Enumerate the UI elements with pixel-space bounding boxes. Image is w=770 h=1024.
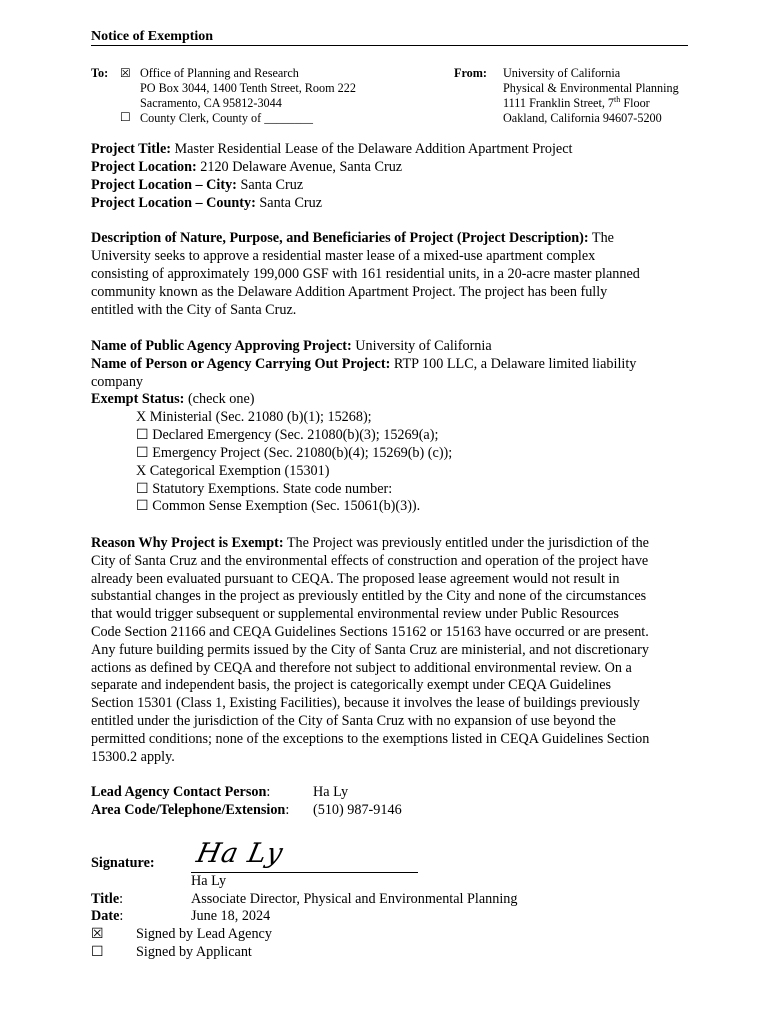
reason-line-12: permitted conditions; none of the exceptions to the exemptions listed in CEQA Guidelines Section bbox=[91, 731, 650, 747]
to-label: To: bbox=[91, 66, 109, 80]
description-line-2: University seeks to approve a residential master lease of a mixed-use apartment complex bbox=[91, 248, 596, 264]
reason-line-6: Code Section 21166 and CEQA Guidelines Sections 15162 or 15163 have occurred or are present. bbox=[91, 624, 649, 640]
signed-by-applicant-checkbox[interactable]: ☐ bbox=[91, 944, 104, 960]
reason-line-9: separate and independent basis, the project is categorically exempt under CEQA Guidelines bbox=[91, 677, 612, 693]
contact-person: Ha Ly bbox=[313, 784, 349, 800]
signature-label: Signature: bbox=[91, 855, 155, 871]
reason-line-10: Section 15301 (Class 1, Existing Facilities), because it involves the lease of buildings previously bbox=[91, 695, 640, 711]
reason-line-7: Any future building permits issued by the City of Santa Cruz are ministerial, and not discretionary bbox=[91, 642, 649, 658]
date-label: Date: bbox=[91, 908, 124, 924]
reason-line-3: already been evaluated pursuant to CEQA. The proposed lease agreement would not result in bbox=[91, 571, 620, 587]
handwritten-signature: Ha Ly bbox=[193, 838, 287, 869]
contact-person-label: Lead Agency Contact Person: bbox=[91, 784, 271, 800]
from-address-line-2: Physical & Environmental Planning bbox=[503, 81, 679, 95]
from-label: From: bbox=[454, 66, 487, 80]
signer-name: Ha Ly bbox=[191, 873, 227, 889]
exempt-option-statutory[interactable]: ☐ Statutory Exemptions. State code number: bbox=[136, 481, 393, 497]
from-address-line-1: University of California bbox=[503, 66, 621, 80]
exempt-option-common-sense[interactable]: ☐ Common Sense Exemption (Sec. 15061(b)(3)). bbox=[136, 498, 421, 514]
exempt-status-heading: Exempt Status: (check one) bbox=[91, 391, 255, 407]
county-clerk-checkbox[interactable]: ☐ bbox=[120, 110, 131, 124]
to-address-line-2: PO Box 3044, 1400 Tenth Street, Room 222 bbox=[140, 81, 356, 95]
county-clerk-line: County Clerk, County of ________ bbox=[140, 111, 313, 125]
reason-line-11: entitled under the jurisdiction of the City of Santa Cruz with no expansion of use beyond the bbox=[91, 713, 616, 729]
reason-line-8: actions as defined by CEQA and therefore not subject to additional environmental review. On a bbox=[91, 660, 632, 676]
signer-title: Associate Director, Physical and Environmental Planning bbox=[191, 891, 518, 907]
project-location-city: Project Location – City: Santa Cruz bbox=[91, 177, 304, 193]
description-line-5: entitled with the City of Santa Cruz. bbox=[91, 302, 297, 318]
carrying-out-agency: Name of Person or Agency Carrying Out Project: RTP 100 LLC, a Delaware limited liability bbox=[91, 356, 637, 372]
from-address-city: Oakland, California 94607-5200 bbox=[503, 111, 662, 125]
exempt-option-declared-emergency[interactable]: ☐ Declared Emergency (Sec. 21080(b)(3); 15269(a); bbox=[136, 427, 439, 443]
page-title: Notice of Exemption bbox=[91, 29, 214, 44]
carrying-out-agency-cont: company bbox=[91, 374, 144, 390]
reason-line-13: 15300.2 apply. bbox=[91, 749, 175, 765]
contact-phone: (510) 987-9146 bbox=[313, 802, 402, 818]
from-address-street: 1111 Franklin Street, 7th Floor bbox=[503, 94, 650, 110]
opr-checkbox[interactable]: ☒ bbox=[120, 66, 131, 80]
description-line-1: Description of Nature, Purpose, and Beneficiaries of Project (Project Description): The bbox=[91, 230, 614, 246]
to-address-line-1: Office of Planning and Research bbox=[140, 66, 299, 80]
project-location-county: Project Location – County: Santa Cruz bbox=[91, 195, 323, 211]
signed-by-applicant-label: Signed by Applicant bbox=[136, 944, 252, 960]
title-label: Title: bbox=[91, 891, 124, 907]
exempt-option-ministerial[interactable]: X Ministerial (Sec. 21080 (b)(1); 15268); bbox=[136, 409, 372, 425]
project-title: Project Title: Master Residential Lease of the Delaware Addition Apartment Project bbox=[91, 141, 573, 157]
description-line-3: consisting of approximately 199,000 GSF with 161 residential units, in a 20-acre master planned bbox=[91, 266, 640, 282]
reason-line-2: City of Santa Cruz and the environmental effects of construction and operation of the project have bbox=[91, 553, 649, 569]
to-address-line-3: Sacramento, CA 95812-3044 bbox=[140, 96, 282, 110]
contact-phone-label: Area Code/Telephone/Extension: bbox=[91, 802, 290, 818]
description-line-4: community known as the Delaware Addition Apartment Project. The project has been fully bbox=[91, 284, 608, 300]
reason-line-5: that would trigger subsequent or supplemental environmental review under Public Resources bbox=[91, 606, 619, 622]
exempt-option-categorical[interactable]: X Categorical Exemption (15301) bbox=[136, 463, 330, 479]
project-location: Project Location: 2120 Delaware Avenue, Santa Cruz bbox=[91, 159, 403, 175]
reason-line-4: substantial changes in the project as previously entitled by the City and none of the circumstances bbox=[91, 588, 647, 604]
signed-by-lead-agency-label: Signed by Lead Agency bbox=[136, 926, 272, 942]
header-divider bbox=[91, 45, 688, 46]
approving-agency: Name of Public Agency Approving Project: University of California bbox=[91, 338, 492, 354]
reason-line-1: Reason Why Project is Exempt: The Project was previously entitled under the jurisdiction of the bbox=[91, 535, 649, 551]
signed-date: June 18, 2024 bbox=[191, 908, 271, 924]
signed-by-lead-agency-checkbox[interactable]: ☒ bbox=[91, 926, 104, 942]
exempt-option-emergency-project[interactable]: ☐ Emergency Project (Sec. 21080(b)(4); 15269(b) (c)); bbox=[136, 445, 453, 461]
